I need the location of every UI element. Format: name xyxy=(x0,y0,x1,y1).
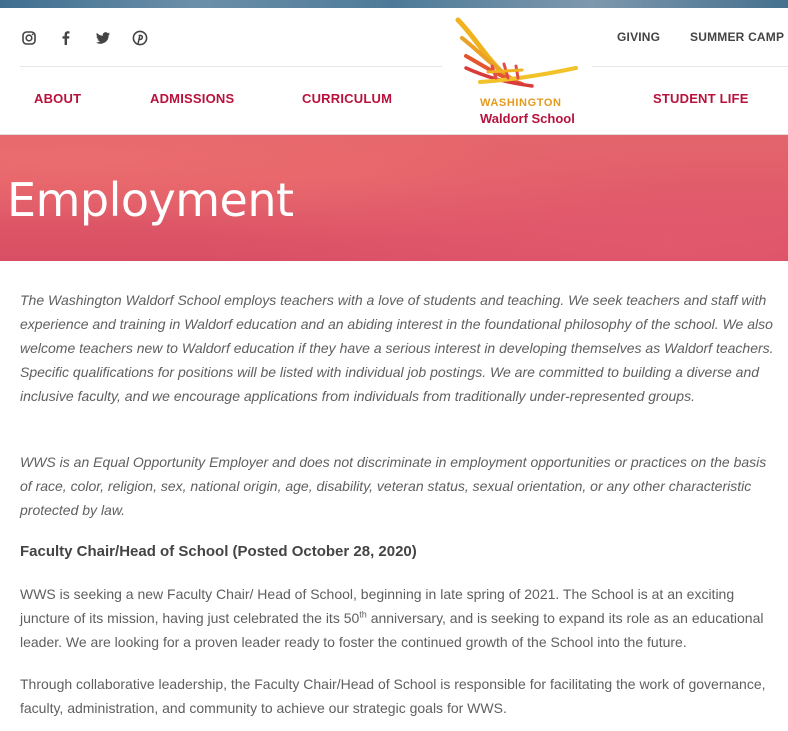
job-posting-heading: Faculty Chair/Head of School (Posted October 28, 2020) xyxy=(20,543,417,560)
giving-link[interactable]: GIVING xyxy=(617,30,661,44)
hero-banner xyxy=(0,135,788,261)
facebook-icon[interactable] xyxy=(57,29,75,47)
summer-camp-link[interactable]: SUMMER CAMP xyxy=(690,30,785,44)
twitter-icon[interactable] xyxy=(94,29,112,47)
logo-text-waldorf-school: Waldorf School xyxy=(480,111,575,126)
instagram-icon[interactable] xyxy=(20,29,38,47)
equal-opportunity-paragraph: WWS is an Equal Opportunity Employer and does not discriminate in employment opportunities or practices on the basis of race, color, religion, sex, national origin, age, disability, veteran status, sexual orientation, or any other characteristic protected by law. xyxy=(20,454,767,518)
nav-student-life[interactable]: STUDENT LIFE xyxy=(653,91,749,106)
nav-admissions[interactable]: ADMISSIONS xyxy=(150,91,235,106)
page-title: Employment xyxy=(7,173,294,227)
job-description-text-a: WWS is seeking a new Faculty Chair/ Head of School, beginning in late spring of 2021. The School is at an exciting juncture of its mission, having just celebrated the its 50 xyxy=(20,586,735,626)
logo-text-washington: WASHINGTON xyxy=(480,97,562,109)
header-divider-left xyxy=(20,66,442,67)
job-description-paragraph xyxy=(20,582,776,654)
nav-curriculum[interactable]: CURRICULUM xyxy=(302,91,393,106)
social-links xyxy=(20,29,149,47)
logo-mark xyxy=(452,16,580,96)
intro-paragraph: The Washington Waldorf School employs teachers with a love of students and teaching. We seek teachers and staff with experience and training in Waldorf education and an abiding interest in the foundational philosophy of the school. We also welcome teachers new to Waldorf education if they have a serious interest in developing themselves as Waldorf teachers. Specific qualifications for positions will be listed with individual job postings. We are committed to building a diverse and inclusive faculty, and we encourage applications from individuals from traditionally under-represented groups. xyxy=(20,292,774,404)
header-divider-right xyxy=(592,66,788,67)
responsibilities-paragraph: Through collaborative leadership, the Faculty Chair/Head of School is responsible for facilitating the work of governance, faculty, administration, and community to achieve our strategic goals for WWS. xyxy=(20,676,766,716)
nav-about[interactable]: ABOUT xyxy=(34,91,82,106)
job-description-text-b: anniversary, and is seeking to expand its role as an educational leader. We are looking for a proven leader ready to foster the continued growth of the School into the future. xyxy=(20,610,764,650)
top-decorative-strip xyxy=(0,0,788,8)
school-logo[interactable] xyxy=(452,16,580,128)
ordinal-suffix: th xyxy=(359,609,367,620)
pinterest-icon[interactable] xyxy=(131,29,149,47)
